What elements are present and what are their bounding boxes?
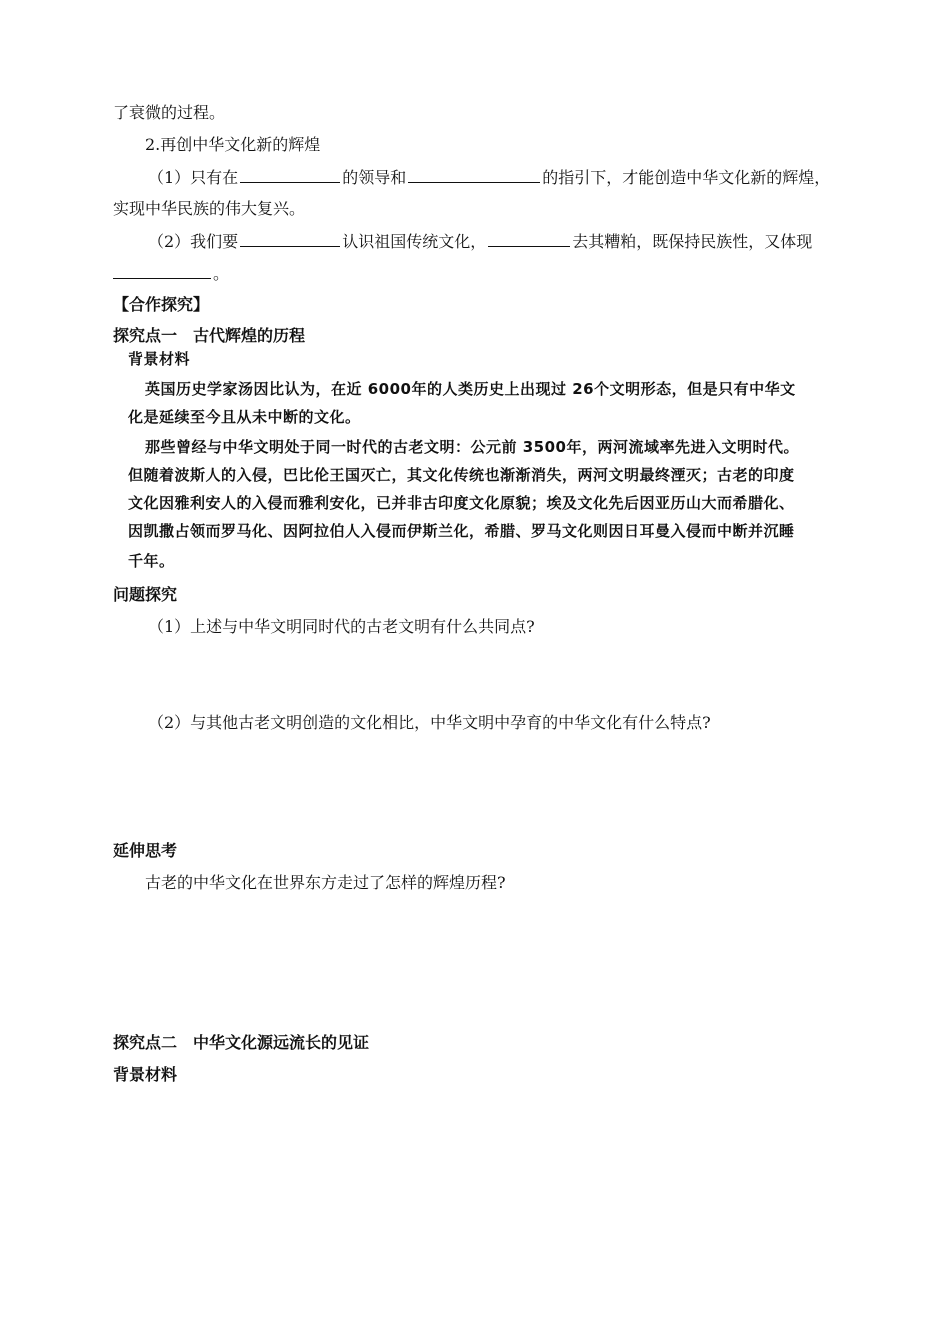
point2-title: 探究点二 中华文化源远流长的见证 [113,1033,370,1052]
q2-blank-2[interactable] [488,230,570,247]
cooperate-heading: 【合作探究】 [113,295,210,314]
question-2: （2）与其他古老文明创造的文化相比，中华文明中孕育的中华文化有什么特点? [148,713,711,732]
material-line-5: 文化因雅利安人的入侵而雅利安化，已并非古印度文化原貌；埃及文化先后因亚历山大而希腊化、 [128,494,795,512]
q1-blank-1[interactable] [240,166,340,183]
q1-part3: 的指引下，才能创造中华文化新的辉煌， [542,168,831,187]
section2-title: 2.再创中华文化新的辉煌 [145,135,321,154]
q1-line [148,166,830,189]
q2-part1: （2）我们要 [148,232,239,251]
q2-part3: 去其糟粕，既保持民族性，又体现 [572,232,813,251]
q1-part2: 的领导和 [342,168,407,187]
q2-line [148,230,812,253]
extend-question: 古老的中华文化在世界东方走过了怎样的辉煌历程? [145,873,506,892]
q1-part1: （1）只有在 [148,168,239,187]
q2-blank-1[interactable] [240,230,340,247]
background-material-label-2: 背景材料 [113,1065,178,1084]
question-heading: 问题探究 [113,585,178,604]
question-1: （1）上述与中华文明同时代的古老文明有什么共同点? [148,617,535,636]
q2-part4: 。 [213,264,230,283]
material-line-7: 千年。 [128,552,175,570]
q1-blank-2[interactable] [408,166,540,183]
material-line-6: 因凯撒占领而罗马化、因阿拉伯人入侵而伊斯兰化，希腊、罗马文化则因日耳曼入侵而中断并沉睡 [128,522,795,540]
extend-heading: 延伸思考 [113,841,178,860]
q2-part2: 认识祖国传统文化， [342,232,487,251]
q2-blank-3[interactable] [113,262,211,279]
material-line-3: 那些曾经与中华文明处于同一时代的古老文明：公元前 3500年，两河流域率先进入文明时代。 [145,438,799,456]
q2-line-2 [113,262,229,285]
intro-tail: 了衰微的过程。 [113,103,226,122]
material-line-2: 化是延续至今且从未中断的文化。 [128,408,361,426]
material-line-1: 英国历史学家汤因比认为，在近 6000年的人类历史上出现过 26个文明形态，但是只有中华文 [145,380,796,398]
q1-line-2: 实现中华民族的伟大复兴。 [113,199,306,218]
point1-title: 探究点一 古代辉煌的历程 [113,326,306,345]
material-line-4: 但随着波斯人的入侵，巴比伦王国灭亡，其文化传统也渐渐消失，两河文明最终湮灭；古老的印度 [128,466,795,484]
background-material-label-1: 背景材料 [128,350,191,368]
